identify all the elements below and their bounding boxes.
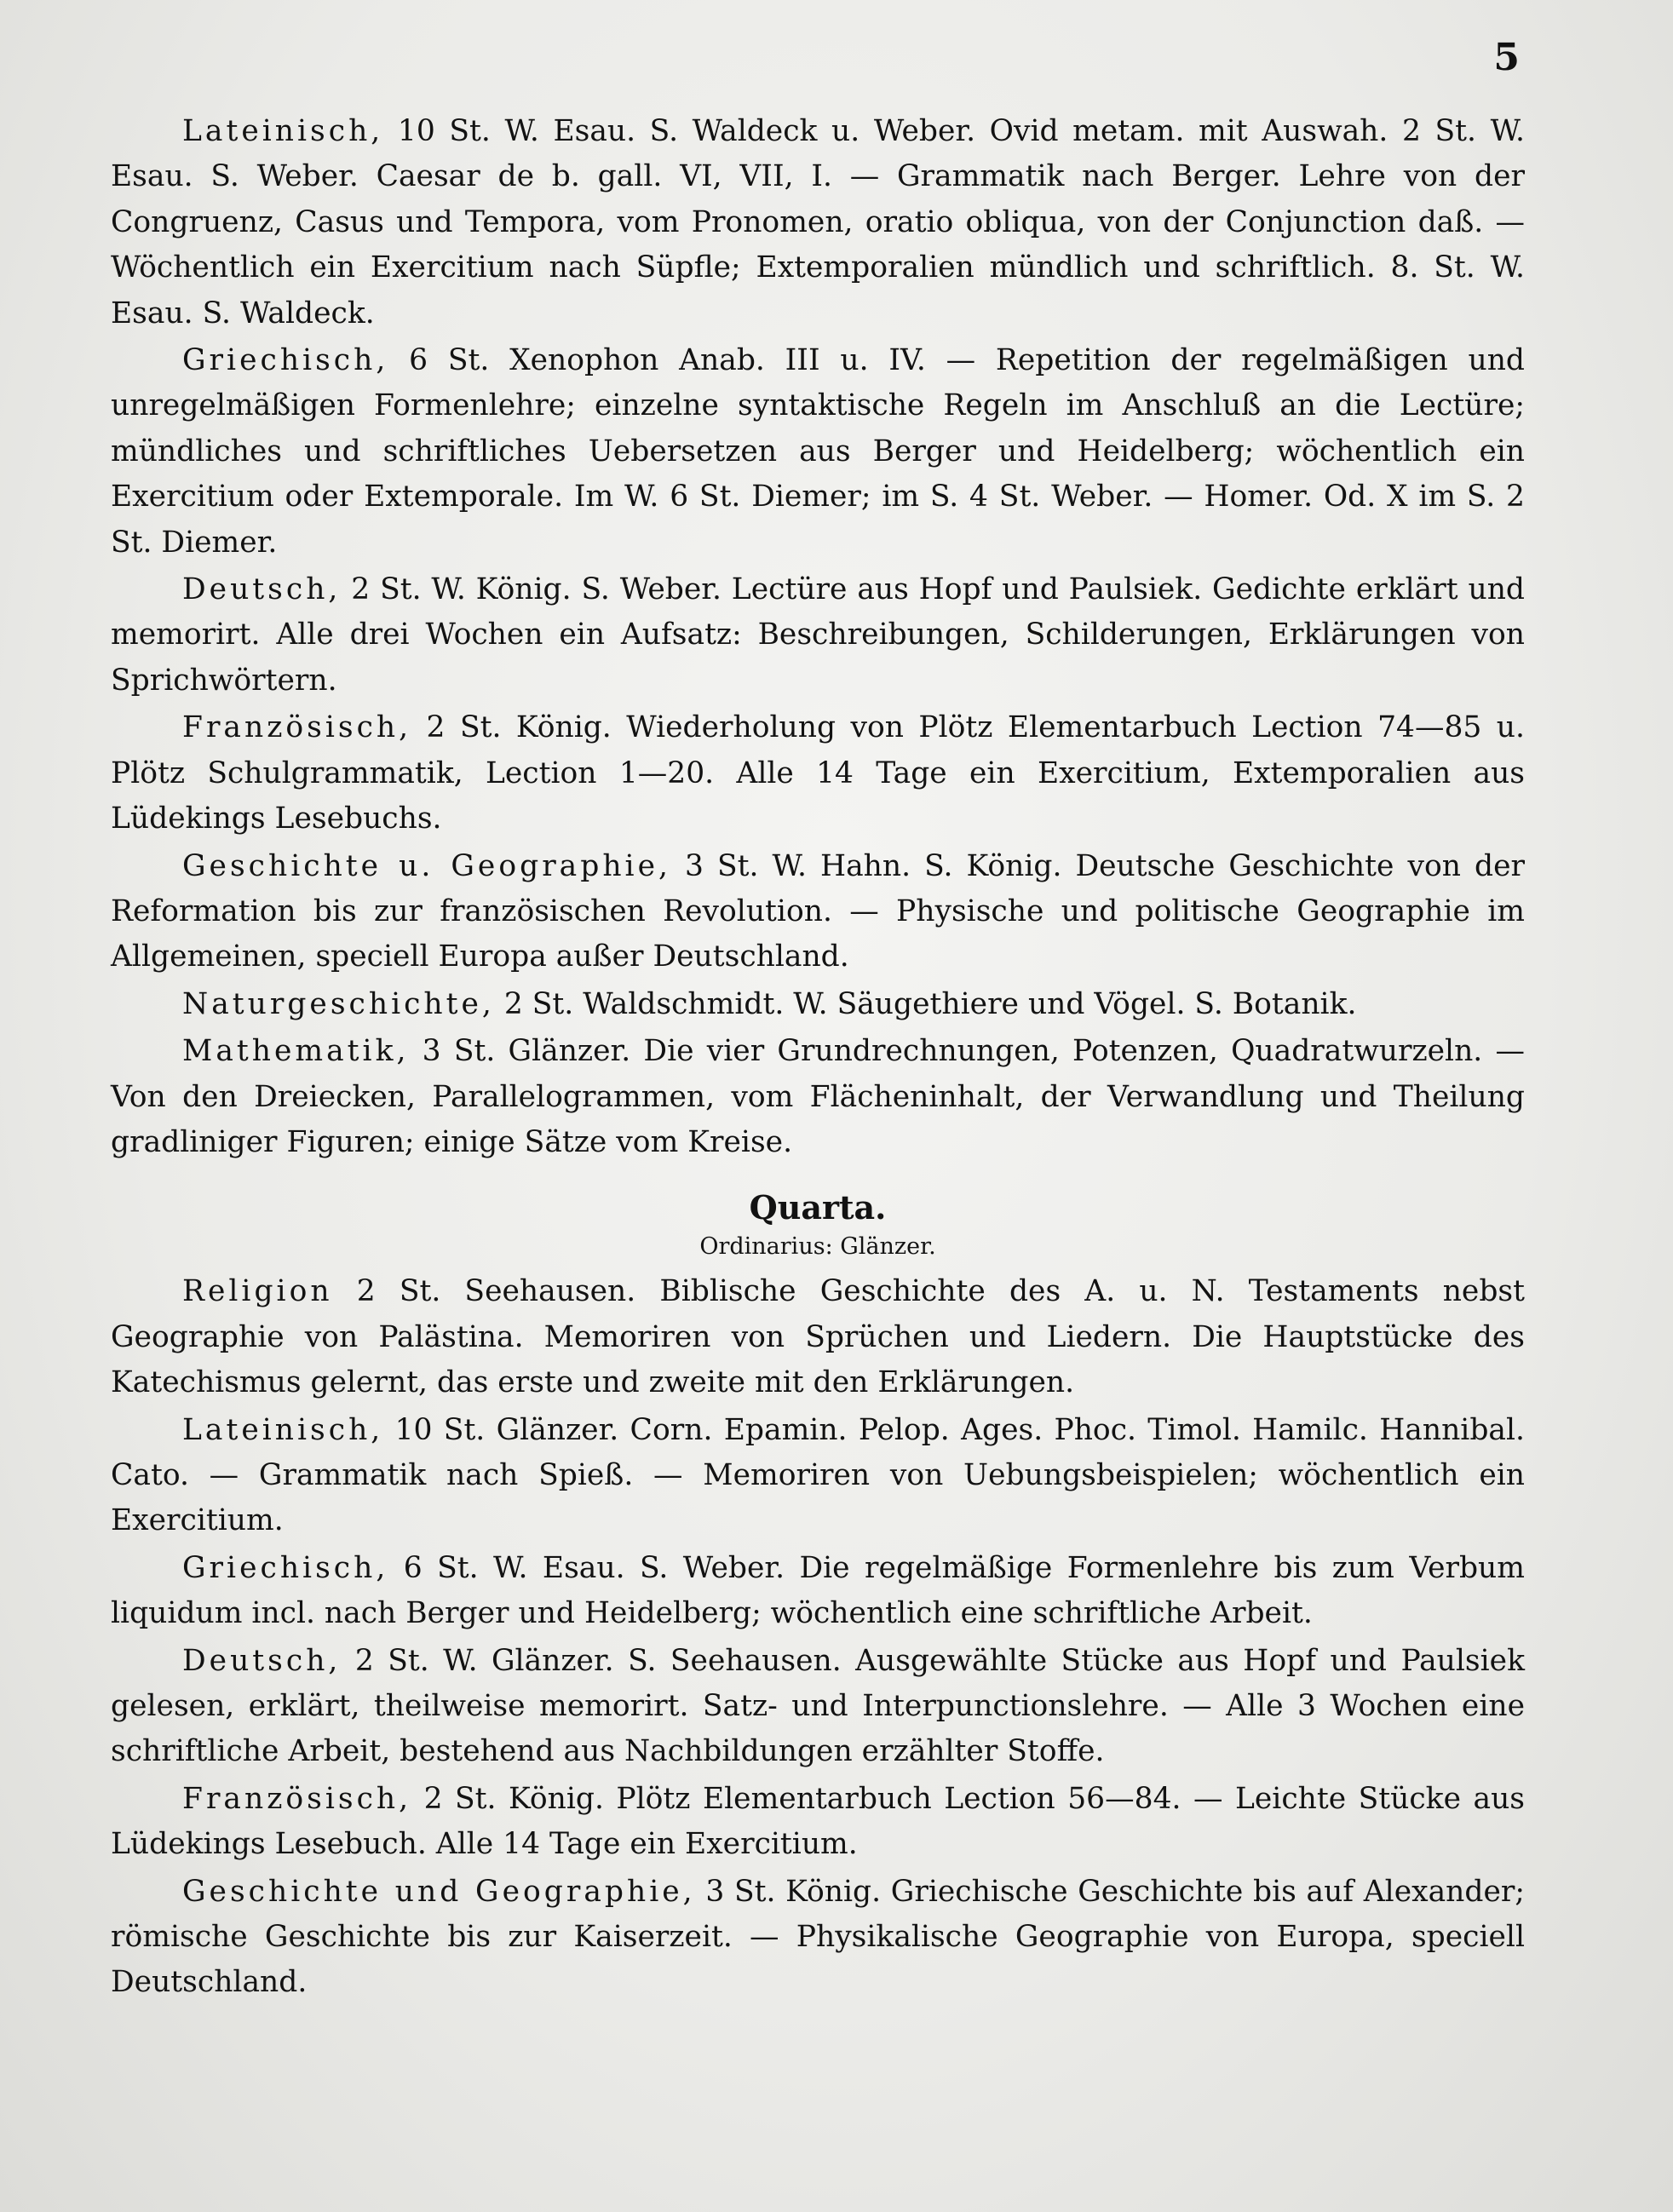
course-paragraph: [111, 567, 1525, 705]
paragraph-text: 2 St. Seehausen. Biblische Geschichte des A. u. N. Testaments nebst Geographie von Palästina. Memoriren von Sprüchen und Liedern. Die Hauptstücke des Katechismus gelernt, das erste und zweite mit den Erklärungen.: [111, 1274, 1525, 1400]
paragraph-text: 10 St. W. Esau. S. Waldeck u. Weber. Ovid metam. mit Auswah. 2 St. W. Esau. S. Weber. Caesar de b. gall. VI, VII, I. — Grammatik nach Berger. Lehre von der Congruenz, Casus und Tempora, vom Pronomen, oratio obliqua, von der Conjunction daß. — Wöchentlich ein Exercitium nach Süpfle; Extemporalien mündlich und schriftlich. 8. St. W. Esau. S. Waldeck.: [111, 114, 1525, 330]
course-paragraph: [111, 844, 1525, 982]
subject-label: Lateinisch,: [182, 1412, 384, 1447]
subject-label: Griechisch,: [182, 343, 389, 378]
section-title: Quarta.: [749, 1188, 887, 1227]
course-paragraph: [111, 1639, 1525, 1777]
course-paragraph: [111, 1408, 1525, 1546]
page-number: 5: [1493, 36, 1520, 79]
subject-label: Lateinisch,: [182, 114, 384, 148]
paragraph-text: 6 St. W. Esau. S. Weber. Die regelmäßige Formenlehre bis zum Verbum liquidum incl. nach Berger und Heidelberg; wöchentlich eine schriftliche Arbeit.: [111, 1550, 1525, 1631]
paragraph-text: 3 St. W. Hahn. S. König. Deutsche Geschichte von der Reformation bis zur französischen Revolution. — Physische und politische Geographie im Allgemeinen, speciell Europa außer Deutschland.: [111, 848, 1525, 974]
paragraph-text: 6 St. Xenophon Anab. III u. IV. — Repetition der regelmäßigen und unregelmäßigen Formenlehre; einzelne syntaktische Regeln im Anschluß an die Lectüre; mündliches und schriftliches Uebersetzen aus Berger und Heidelberg; wöchentlich ein Exercitium oder Extemporale. Im W. 6 St. Diemer; im S. 4 St. Weber. — Homer. Od. X im S. 2 St. Diemer.: [111, 343, 1525, 560]
course-paragraph: [111, 982, 1525, 1029]
section-subtitle: Ordinarius: Glänzer.: [699, 1233, 936, 1261]
subject-label: Geschichte und Geographie,: [182, 1874, 696, 1909]
top-paragraphs: [111, 109, 1525, 1167]
subject-label: Naturgeschichte,: [182, 986, 495, 1021]
bottom-paragraphs: [111, 1269, 1525, 2008]
course-paragraph: [111, 1777, 1525, 1870]
course-paragraph: [111, 705, 1525, 843]
paragraph-text: 10 St. Glänzer. Corn. Epamin. Pelop. Ages. Phoc. Timol. Hamilc. Hannibal. Cato. — Grammatik nach Spieß. — Memoriren von Uebungsbeispielen; wöchentlich ein Exercitium.: [111, 1412, 1525, 1538]
course-paragraph: [111, 1870, 1525, 2008]
subject-label: Deutsch,: [182, 1643, 342, 1678]
course-paragraph: [111, 338, 1525, 567]
course-paragraph: [111, 109, 1525, 338]
paragraph-text: 3 St. König. Griechische Geschichte bis auf Alexander; römische Geschichte bis zur Kaiserzeit. — Physikalische Geographie von Europa, speciell Deutschland.: [111, 1874, 1525, 2000]
course-paragraph: [111, 1269, 1525, 1407]
paragraph-text: 2 St. König. Wiederholung von Plötz Elementarbuch Lection 74—85 u. Plötz Schulgrammatik, Lection 1—20. Alle 14 Tage ein Exercitium, Extemporalien aus Lüdekings Lesebuchs.: [111, 710, 1525, 836]
subject-label: Griechisch,: [182, 1550, 389, 1585]
page-content: [111, 109, 1525, 2008]
paragraph-text: 2 St. Waldschmidt. W. Säugethiere und Vögel. S. Botanik.: [494, 986, 1357, 1021]
subject-label: Französisch,: [182, 1781, 412, 1816]
paragraph-text: 2 St. König. Plötz Elementarbuch Lection 56—84. — Leichte Stücke aus Lüdekings Lesebuch. Alle 14 Tage ein Exercitium.: [111, 1781, 1525, 1862]
paragraph-text: 2 St. W. König. S. Weber. Lectüre aus Hopf und Paulsiek. Gedichte erklärt und memorirt. Alle drei Wochen ein Aufsatz: Beschreibungen, Schilderungen, Erklärungen von Sprichwörtern.: [111, 572, 1525, 698]
subject-label: Geschichte u. Geographie,: [182, 848, 671, 883]
paragraph-text: 2 St. W. Glänzer. S. Seehausen. Ausgewählte Stücke aus Hopf und Paulsiek gelesen, erklärt, theilweise memorirt. Satz- und Interpunctionslehre. — Alle 3 Wochen eine schriftliche Arbeit, bestehend aus Nachbildungen erzählter Stoffe.: [111, 1643, 1525, 1769]
subject-label: Religion: [182, 1274, 333, 1309]
subject-label: Französisch,: [182, 710, 412, 745]
paragraph-text: 3 St. Glänzer. Die vier Grundrechnungen, Potenzen, Quadratwurzeln. — Von den Dreiecken, Parallelogrammen, vom Flächeninhalt, der Verwandlung und Theilung gradliniger Figuren; einige Sätze vom Kreise.: [111, 1034, 1525, 1159]
course-paragraph: [111, 1029, 1525, 1167]
course-paragraph: [111, 1546, 1525, 1639]
subject-label: Deutsch,: [182, 572, 342, 607]
subject-label: Mathematik,: [182, 1034, 410, 1069]
